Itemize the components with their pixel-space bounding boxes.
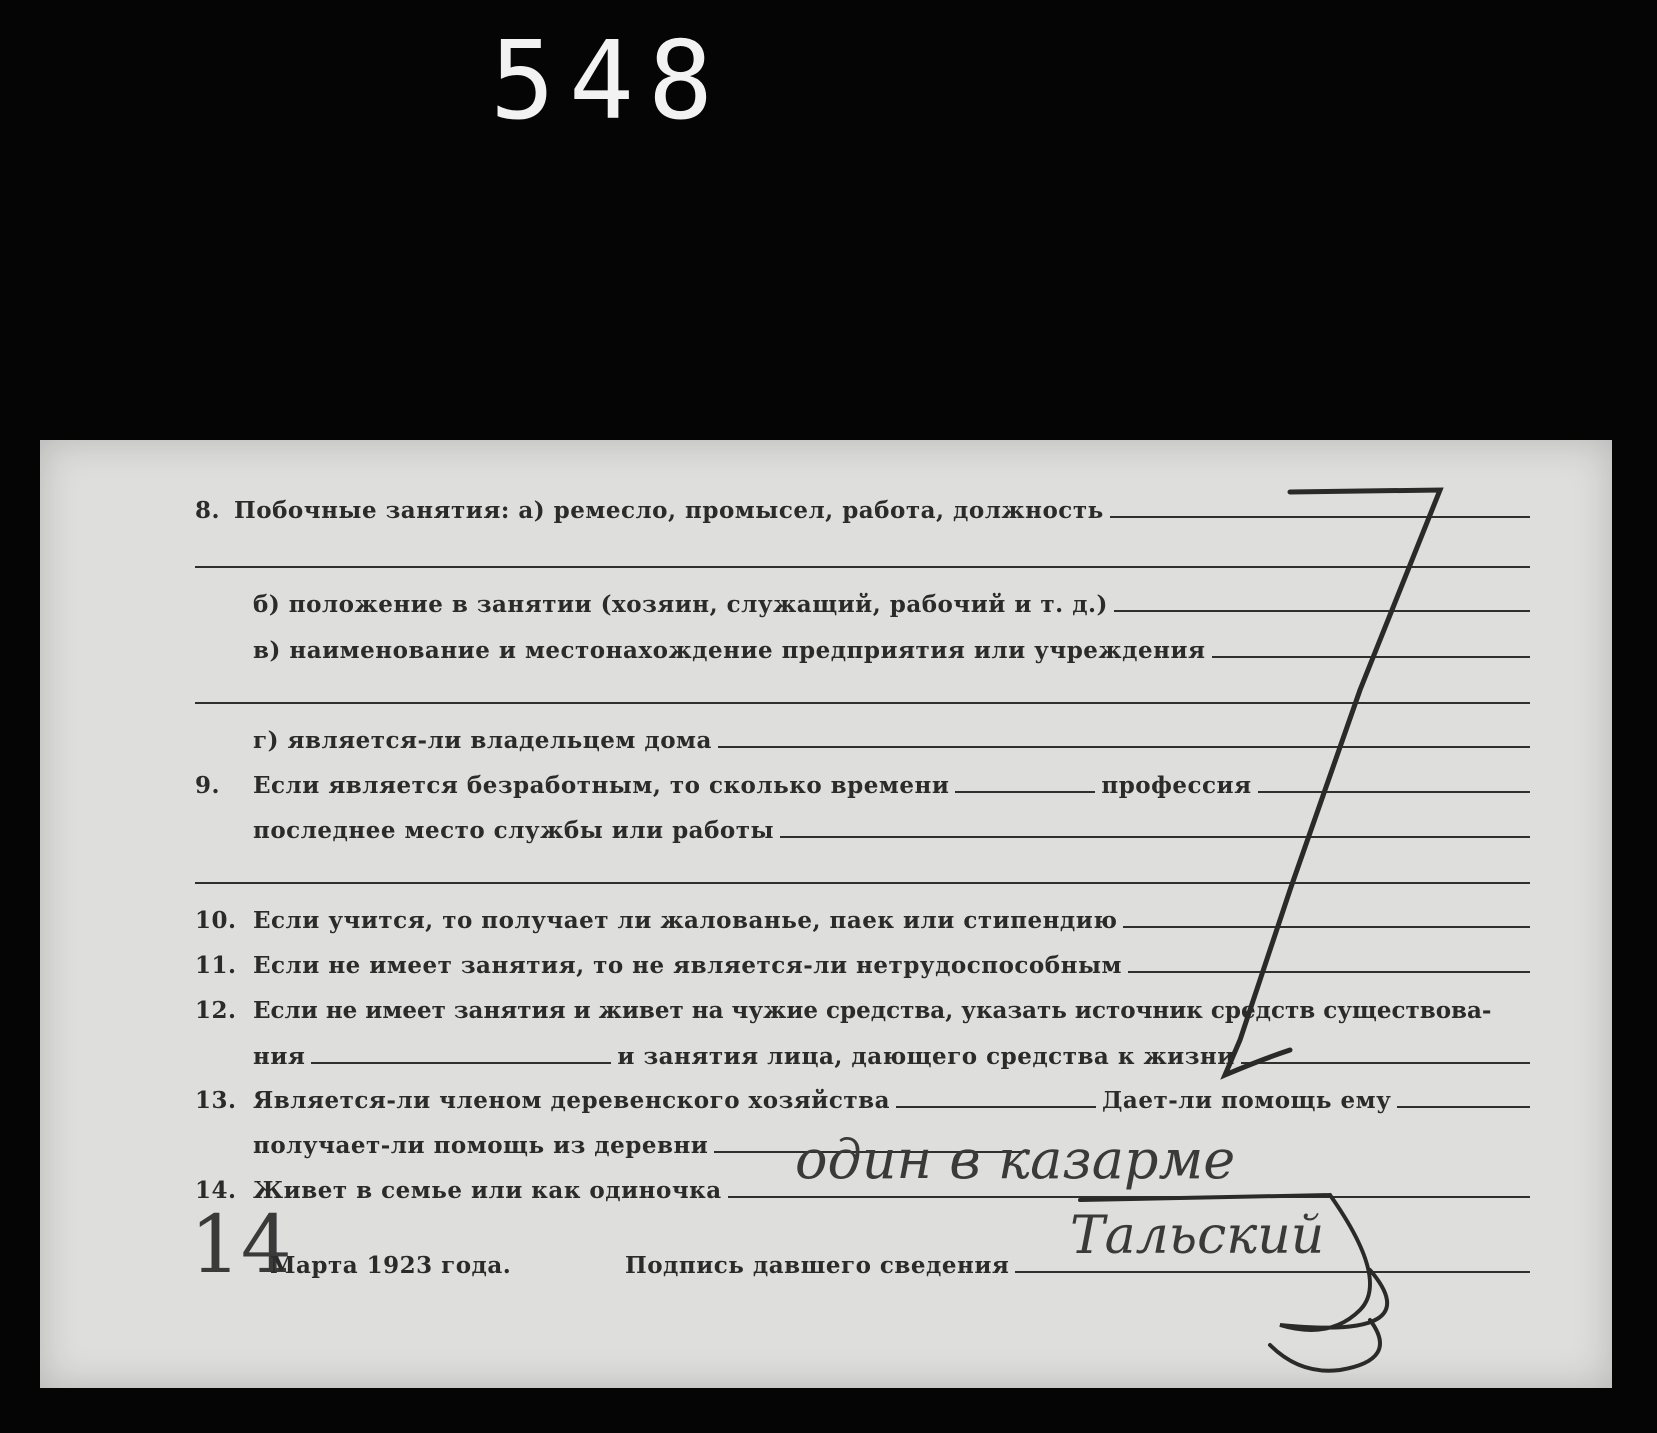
item-text: Если учится, то получает ли жалованье, паек или стипендию — [253, 907, 1118, 934]
flourish-lower — [1270, 1320, 1380, 1371]
item-text: Является-ли членом деревенского хозяйства — [253, 1087, 890, 1114]
item-text: г) является-ли владельцем дома — [253, 727, 712, 754]
form-item-8b — [253, 584, 1530, 618]
answer-line — [1212, 655, 1530, 658]
item-text: последнее место службы или работы — [253, 817, 775, 844]
form-item-13 — [195, 1080, 1530, 1114]
answer-line — [718, 745, 1530, 748]
item-text-profession: профессия — [1101, 772, 1252, 799]
form-item-12-cont — [253, 1036, 1530, 1070]
item-number: 11. — [195, 952, 237, 979]
answer-line — [1258, 790, 1530, 793]
answer-line — [311, 1061, 611, 1064]
answer-line — [195, 702, 1530, 704]
answer-line — [1397, 1105, 1530, 1108]
item-text: Если не имеет занятия и живет на чужие средства, указать источник средств существова- — [253, 997, 1492, 1024]
handwritten-answer-14: один в казарме — [795, 1128, 1236, 1191]
item-text: получает-ли помощь из деревни — [253, 1132, 709, 1159]
form-item-9-last-place — [253, 810, 1530, 844]
item-number: 14. — [195, 1177, 237, 1204]
item-text: Живет в семье или как одиночка — [253, 1177, 722, 1204]
answer-line — [1110, 515, 1530, 518]
item-text: и занятия лица, дающего средства к жизни — [617, 1043, 1235, 1070]
item-text: Если является безработным, то сколько времени — [253, 772, 950, 799]
form-item-11 — [195, 945, 1530, 979]
item-number: 10. — [195, 907, 237, 934]
date-text: Марта 1923 года. — [270, 1252, 512, 1279]
item-text: Побочные занятия: а) ремесло, промысел, работа, должность — [234, 497, 1104, 524]
item-text: ния — [253, 1043, 306, 1070]
handwritten-signature: Тальский — [1070, 1206, 1325, 1266]
frame-number: 548 — [490, 19, 728, 144]
answer-line — [1241, 1061, 1530, 1064]
handwritten-date-day: 14 — [190, 1198, 292, 1291]
answer-line — [896, 1105, 1096, 1108]
form-item-8a — [195, 490, 1530, 524]
item-number: 9. — [195, 772, 221, 799]
form-item-10 — [195, 900, 1530, 934]
item-number: 12. — [195, 997, 237, 1024]
item-text: б) положение в занятии (хозяин, служащий, рабочий и т. д.) — [253, 591, 1108, 618]
answer-line — [780, 835, 1530, 838]
answer-line — [1128, 970, 1530, 973]
signature-line — [1015, 1270, 1530, 1273]
item-text-help: Дает-ли помощь ему — [1101, 1087, 1392, 1114]
form-item-8g — [253, 720, 1530, 754]
item-text: Если не имеет занятия, то не является-ли нетрудоспособным — [253, 952, 1122, 979]
form-item-12 — [195, 990, 1530, 1024]
answer-line — [728, 1195, 1530, 1198]
signature-label: Подпись давшего сведения — [625, 1252, 1010, 1279]
answer-line — [1123, 925, 1530, 928]
item-text: в) наименование и местонахождение предприятия или учреждения — [253, 637, 1206, 664]
item-number: 8. — [195, 497, 221, 524]
form-item-9 — [195, 765, 1530, 799]
answer-line — [955, 790, 1095, 793]
answer-line — [1114, 609, 1530, 612]
form-item-8v — [253, 630, 1530, 664]
answer-line — [195, 882, 1530, 884]
answer-line — [195, 566, 1530, 568]
census-form-card — [40, 440, 1612, 1388]
item-number: 13. — [195, 1087, 237, 1114]
